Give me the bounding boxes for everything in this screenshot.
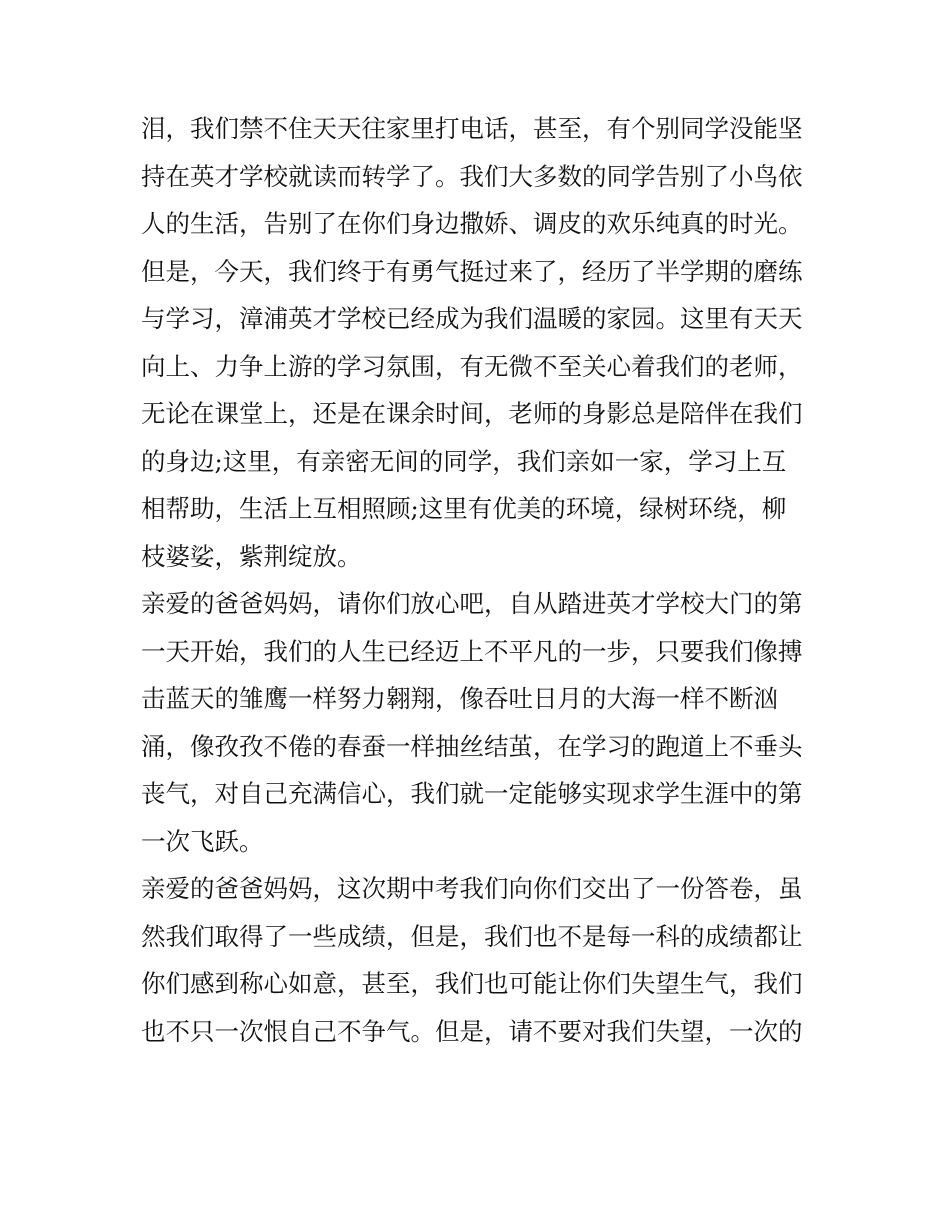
text-line: 一天开始，我们的人生已经迈上不平凡的一步，只要我们像搏 <box>141 636 803 666</box>
text-line: 的身边;这里，有亲密无间的同学，我们亲如一家，学习上互 <box>141 446 787 476</box>
text-line: 向上、力争上游的学习氛围，有无微不至关心着我们的老师， <box>141 351 803 381</box>
text-line: 一次飞跃。 <box>141 826 264 856</box>
text-line: 击蓝天的雏鹰一样努力翱翔，像吞吐日月的大海一样不断汹 <box>141 684 778 713</box>
text-line: 泪，我们禁不住天天往家里打电话，甚至，有个别同学没能坚 <box>141 114 803 143</box>
text-line: 丧气，对自己充满信心，我们就一定能够实现求学生涯中的第 <box>141 779 803 808</box>
text-line: 无论在课堂上，还是在课余时间，老师的身影总是陪伴在我们 <box>141 399 803 428</box>
text-line: 亲爱的爸爸妈妈，这次期中考我们向你们交出了一份答卷，虽 <box>141 874 803 903</box>
text-line: 人的生活，告别了在你们身边撒娇、调皮的欢乐纯真的时光。 <box>141 209 803 238</box>
text-line: 你们感到称心如意，甚至，我们也可能让你们失望生气，我们 <box>141 969 803 998</box>
text-line: 与学习，漳浦英才学校已经成为我们温暖的家园。这里有天天 <box>141 304 803 333</box>
text-line: 然我们取得了一些成绩，但是，我们也不是每一科的成绩都让 <box>141 921 803 951</box>
text-line: 持在英才学校就读而转学了。我们大多数的同学告别了小鸟依 <box>141 161 803 191</box>
text-line: 涌，像孜孜不倦的春蚕一样抽丝结茧，在学习的跑道上不垂头 <box>141 731 803 761</box>
text-line: 亲爱的爸爸妈妈，请你们放心吧，自从踏进英才学校大门的第 <box>141 589 803 618</box>
text-line: 但是，今天，我们终于有勇气挺过来了，经历了半学期的磨练 <box>141 256 803 286</box>
text-line: 枝婆娑，紫荆绽放。 <box>141 541 362 571</box>
text-line: 相帮助，生活上互相照顾;这里有优美的环境，绿树环绕，柳 <box>141 494 787 523</box>
letter-body-text <box>141 105 821 1055</box>
text-line: 也不只一次恨自己不争气。但是，请不要对我们失望，一次的 <box>141 1016 803 1046</box>
